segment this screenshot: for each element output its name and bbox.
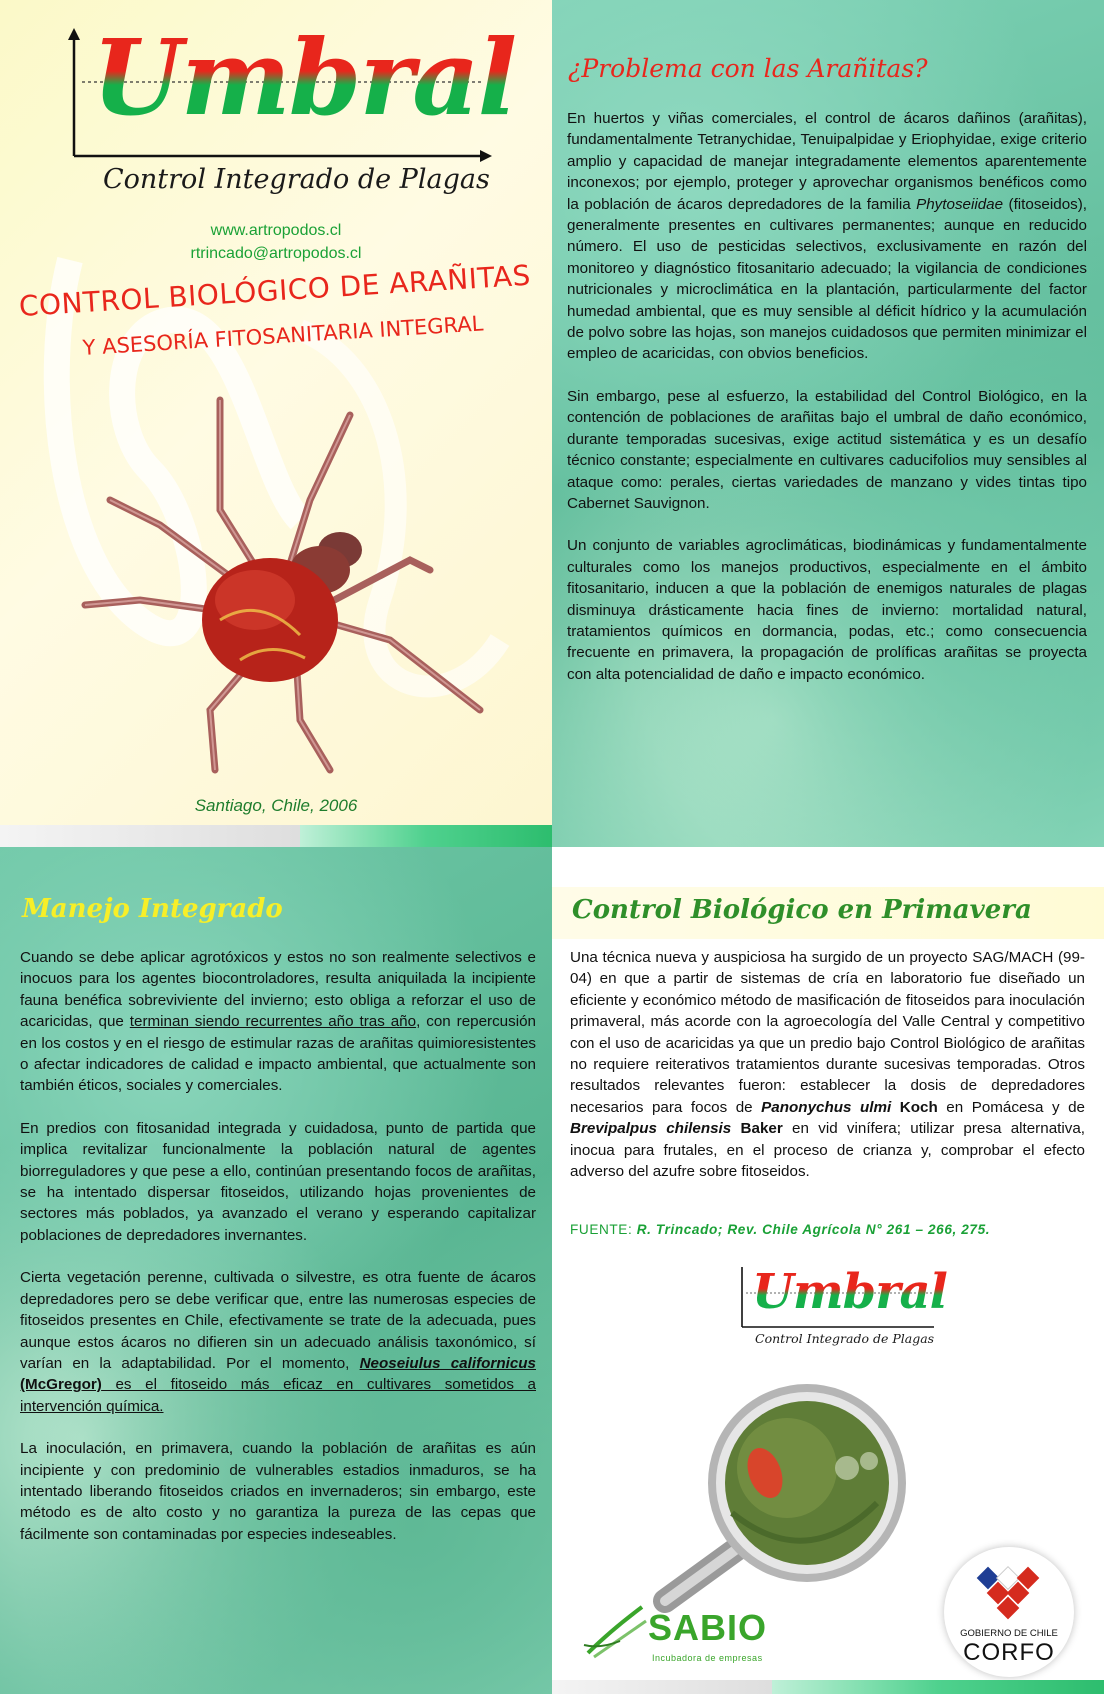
sabio-swoosh-icon <box>580 1601 650 1661</box>
footer-bar-right <box>300 825 552 847</box>
source-line <box>570 1222 990 1237</box>
website-link[interactable]: www.artropodos.cl <box>210 222 342 239</box>
sabio-subtitle: Incubadora de empresas <box>652 1653 763 1663</box>
cover-panel <box>0 0 552 847</box>
corfo-government: GOBIERNO DE CHILE <box>960 1628 1058 1639</box>
primavera-body <box>570 947 1085 1194</box>
source-label: FUENTE: <box>570 1222 633 1237</box>
cover-title-line2: Y ASESORÍA FITOSANITARIA INTEGRAL <box>82 311 484 360</box>
place-date: Santiago, Chile, 2006 <box>194 796 358 815</box>
problem-paragraph-2: Sin embargo, pese al esfuerzo, la estabilidad del Control Biológico, en la contención de poblaciones de arañitas bajo el umbral de daño económico, durante temporadas sucesivas, exige actitud sistemática y es un desafío técnico constante; especialmente en cultivares caducifolios muy sensibles al ataque como: perales, ciertas variedades de manzano y vides tintas tipo Cabernet Sauvignon. <box>567 387 1087 512</box>
primavera-heading: Control Biológico en Primavera <box>572 895 1032 925</box>
mite-illustration <box>70 390 490 790</box>
cover-title-line1: CONTROL BIOLÓGICO DE ARAÑITAS <box>18 258 532 323</box>
footer-bar-grey <box>552 1680 772 1694</box>
logo-subtitle: Control Integrado de Plagas <box>103 164 490 195</box>
manejo-paragraph-2: En predios con fitosanidad integrada y cuidadosa, punto de partida que implica revitalizar funcionalmente la población natural de agentes biorreguladores y que pese a ello, continúan presentando focos de arañitas, se ha intentado dispersar fitoseidos, utilizando hojas provenientes de sectores más poblados, ya avanzado el verano y esperando capitalizar poblaciones de depredadores invernantes. <box>20 1119 536 1244</box>
problem-paragraph-1: En huertos y viñas comerciales, el control de ácaros dañinos (arañitas), fundamentalmente Tetranychidae, Tenuipalpidae y Eriophyidae, exige criterio amplio y capacidad de manejar integradamente elementos aparentemente inconexos; por ejemplo, proteger y aprovechar organismos benéficos como la población de ácaros depredadores de la familia Phytoseiidae (fitoseidos), generalmente presentes en cultivares permanentes; aunque en reducido número. El uso de pesticidas selectivos, exclusivamente en razón del monitoreo y diagnóstico fitosanitario adecuado; la vigilancia de condiciones nutricionales y microclimática en la plantación, particularmente del factor humedad ambiental, que es muy sensible al déficit hídrico y la acumulación de polvo sobre las hojas, son manejos cuidadosos que permiten minimizar el empleo de acaricidas, con obvios beneficios. <box>567 110 1088 363</box>
manejo-paragraph-4: La inoculación, en primavera, cuando la población de arañitas es aún incipiente y con predominio de vulnerables estadios inmaduros, se ha intentado liberando fitoseidos criados en invernaderos; sin embargo, este método es de alto costo y no garantiza la pureza de las cepas que fácilmente son contaminadas por especies indeseables. <box>20 1440 536 1543</box>
footer-bar-left <box>0 825 300 847</box>
source-text: R. Trincado; Rev. Chile Agrícola N° 261 – 266, 275. <box>636 1222 991 1237</box>
umbral-logo: Umbral <box>92 8 515 148</box>
sabio-name: SABIO <box>648 1607 768 1648</box>
problem-body <box>567 108 1087 706</box>
manejo-paragraph-3: Cierta vegetación perenne, cultivada o silvestre, es otra fuente de ácaros depredadores pero se debe verificar que, entre las numerosas especies de fitoseidos presentes en Chile, efectivamente se trate de la adecuada, pues aunque estos ácaros no difieren sin un adecuado análisis taxonómico, sí varían en la adaptabilidad. Por el momento, Neoseiulus californicus (McGregor) es el fitoseido más eficaz en cultivares sometidos a intervención química. <box>20 1269 536 1415</box>
manejo-heading: Manejo Integrado <box>22 894 283 924</box>
small-umbral-logo: Umbral <box>752 1259 947 1325</box>
primavera-paragraph-1: Una técnica nueva y auspiciosa ha surgido de un proyecto SAG/MACH (99-04) en que a partir de sistemas de cría en laboratorio fue diseñado un eficiente y económico método de masificación de fitoseidos para inoculación primaveral, más acorde con la agroecología del Valle Central y competitivo con el uso de acaricidas ya que un predio bajo Control Biológico de arañitas no requiere reiterativos tratamientos durante sucesivas temporadas. Otros resultados relevantes fueron: establecer la dosis de depredadores necesarios para focos de Panonychus ulmi Koch en Pomácesa y de Brevipalpus chilensis Baker en vid vinífera; utilizar presa alternativa, inocua para frutales, en el proceso de crianza y, comprobar el efecto adverso del azufre sobre fitoseidos. <box>570 949 1085 1181</box>
corfo-emblem-icon <box>970 1565 1050 1625</box>
corfo-name: CORFO <box>963 1639 1055 1666</box>
problem-heading: ¿Problema con las Arañitas? <box>568 54 928 83</box>
manejo-panel <box>0 847 552 1694</box>
manejo-paragraph-1: Cuando se debe aplicar agrotóxicos y estos no son realmente selectivos e inocuos para los agentes biocontroladores, resulta aniquilada la incipiente fauna benéfica sobreviviente del invierno; esto obliga a reforzar el uso de acaricidas, que terminan siendo recurrentes año tras año, con repercusión en los costos y en el riesgo de estimular razas de arañitas quimioresistentes o afectar indicadores de calidad e impacto ambiental, que actualmente son también éticos, sociales y comerciales. <box>20 949 536 1095</box>
problem-panel <box>552 0 1104 847</box>
footer-bar-green <box>772 1680 1104 1694</box>
small-logo-subtitle: Control Integrado de Plagas <box>755 1331 935 1346</box>
primavera-panel <box>552 847 1104 1694</box>
manejo-body <box>20 947 536 1566</box>
email-link[interactable]: rtrincado@artropodos.cl <box>190 245 362 262</box>
problem-paragraph-3: Un conjunto de variables agroclimáticas, biodinámicas y fundamentalmente culturales como los manejos productivos, especialmente en el ámbito fitosanitario, inducen a que la población de enemigos naturales de plagas disminuya drásticamente hacia fines de invierno: mortalidad natural, tratamientos químicos en dormancia, podas, etc.; como consecuencia frecuente en primavera, la propagación de prolíficas arañitas se proyecta con alta potencialidad de daño e impacto económico. <box>567 537 1087 683</box>
